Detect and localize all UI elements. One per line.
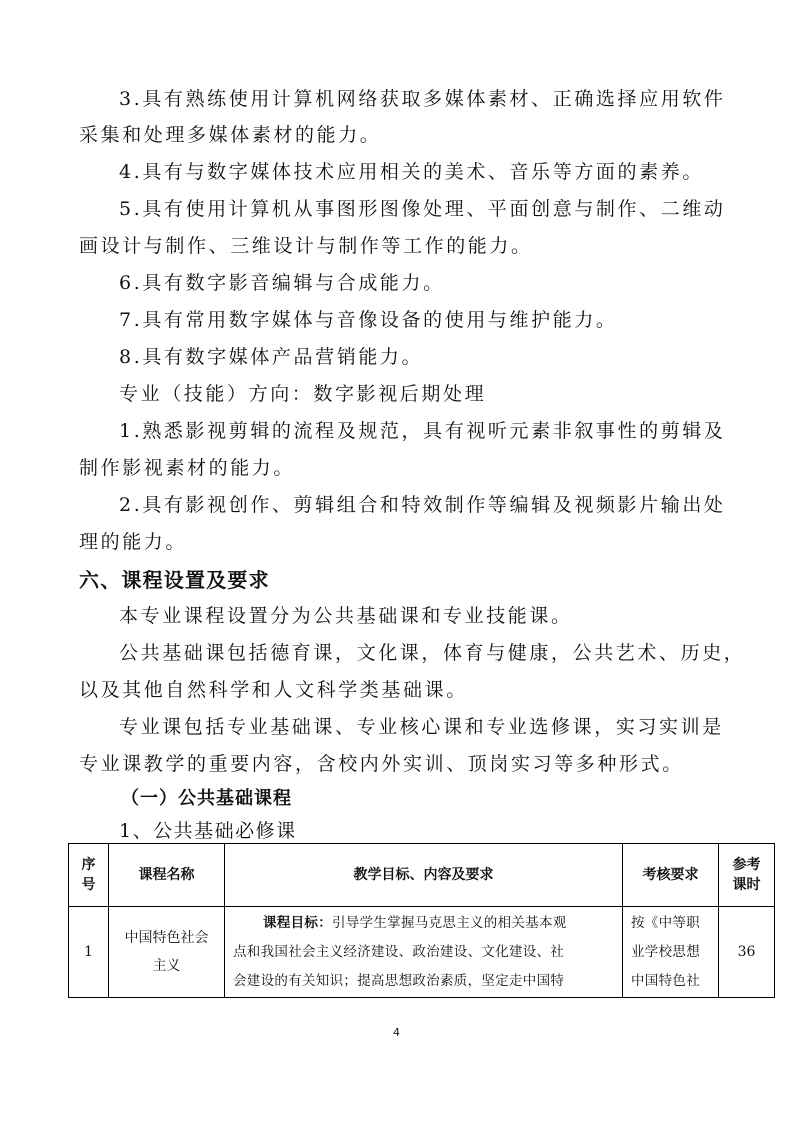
section-title: 六、课程设置及要求	[79, 568, 270, 592]
text-line: 理的能力。	[79, 531, 188, 553]
text-line: 以及其他自然科学和人文科学类基础课。	[79, 679, 468, 701]
cell-name: 中国特色社会主义	[109, 907, 225, 998]
text-line: 专业课教学的重要内容，含校内外实训、顶岗实习等多种形式。	[79, 753, 684, 775]
content-line: 会建设的有关知识；提高思想政治素质，坚定走中国特	[233, 972, 565, 989]
text-line: 7.具有常用数字媒体与音像设备的使用与维护能力。	[119, 309, 618, 331]
course-table	[68, 843, 775, 998]
cell-no: 1	[69, 907, 109, 998]
text-line: 3.具有熟练使用计算机网络获取多媒体素材、正确选择应用软件	[119, 88, 726, 110]
cell-assessment	[623, 907, 719, 998]
text-line: 2.具有影视创作、剪辑组合和特效制作等编辑及视频影片输出处	[119, 494, 726, 516]
page-number: 4	[393, 1026, 400, 1039]
text-line: 6.具有数字影音编辑与合成能力。	[119, 272, 445, 294]
text-line: 5.具有使用计算机从事图形图像处理、平面创意与制作、二维动	[119, 198, 726, 220]
text-line: 画设计与制作、三维设计与制作等工作的能力。	[79, 235, 533, 257]
text-line: 制作影视素材的能力。	[79, 457, 296, 479]
header-name: 课程名称	[109, 844, 225, 907]
text-line: 本专业课程设置分为公共基础课和专业技能课。	[119, 605, 573, 627]
text-line: 4.具有与数字媒体技术应用相关的美术、音乐等方面的素养。	[119, 161, 704, 183]
text-line: 专业课包括专业基础课、专业核心课和专业选修课，实习实训是	[119, 716, 724, 738]
sub-label: 1、公共基础必修课	[119, 820, 297, 842]
text-line: 专业（技能）方向：数字影视后期处理	[119, 383, 487, 405]
text-line: 公共基础课包括德育课，文化课，体育与健康，公共艺术、历史，	[119, 642, 746, 664]
table-header-row	[69, 844, 775, 907]
cell-content	[225, 907, 623, 998]
cell-hours: 36	[719, 907, 775, 998]
assessment-line: 中国特色社	[631, 972, 700, 989]
text-line: 采集和处理多媒体素材的能力。	[79, 124, 382, 146]
content-line: 点和我国社会主义经济建设、政治建设、文化建设、社	[233, 943, 565, 960]
table-row	[69, 907, 775, 998]
subsection-title: （一）公共基础课程	[121, 788, 292, 809]
header-content: 教学目标、内容及要求	[225, 844, 623, 907]
text-line: 1.熟悉影视剪辑的流程及规范，具有视听元素非叙事性的剪辑及	[119, 420, 726, 442]
header-no: 序号	[69, 844, 109, 907]
assessment-line: 按《中等职	[631, 914, 700, 931]
assessment-line: 业学校思想	[631, 943, 700, 960]
header-hours: 参考课时	[719, 844, 775, 907]
content-line: 课程目标：引导学生掌握马克思主义的相关基本观	[263, 914, 567, 931]
content-label: 课程目标：	[263, 914, 332, 931]
text-line: 8.具有数字媒体产品营销能力。	[119, 346, 424, 368]
header-assessment: 考核要求	[623, 844, 719, 907]
